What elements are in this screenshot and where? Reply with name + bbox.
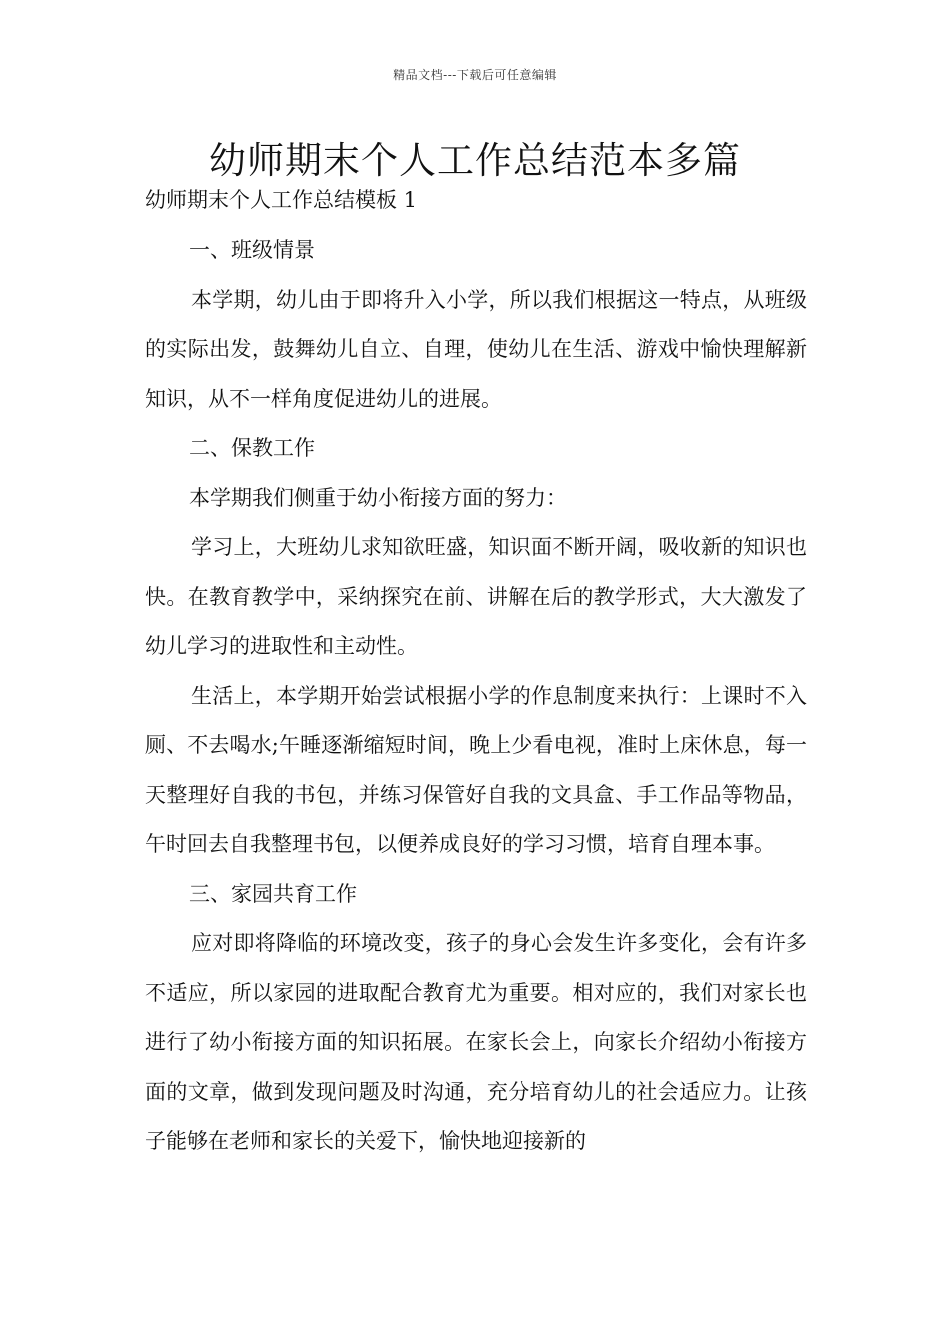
heading-home-school: 三、家园共育工作 (189, 881, 357, 906)
paragraph-class-situation: 本学期，幼儿由于即将升入小学，所以我们根据这一特点，从班级的实际出发，鼓舞幼儿自立、自理，使幼儿在生活、游戏中愉快理解新知识，从不一样角度促进幼儿的进展。 (145, 287, 807, 411)
heading-care-education: 二、保教工作 (189, 436, 315, 460)
section-subtitle: 幼师期末个人工作总结模板 1 (145, 188, 418, 212)
heading-class-situation: 一、班级情景 (189, 238, 315, 262)
document-body (145, 226, 807, 1167)
paragraph-focus: 本学期我们侧重于幼小衔接方面的努力： (189, 485, 567, 510)
paragraph-life: 生活上，本学期开始尝试根据小学的作息制度来执行：上课时不入厕、不去喝水;午睡逐渐缩短时间，晚上少看电视，准时上床休息，每一天整理好自我的书包，并练习保管好自我的文具盒、手工作品等物品，午时回去自我整理书包，以便养成良好的学习习惯，培育自理本事。 (145, 683, 807, 856)
document-title: 幼师期末个人工作总结范本多篇 (209, 139, 741, 182)
paragraph-study: 学习上，大班幼儿求知欲旺盛，知识面不断开阔，吸收新的知识也快。在教育教学中，采纳探究在前、讲解在后的教学形式，大大激发了幼儿学习的进取性和主动性。 (145, 535, 807, 658)
header-note: 精品文档---下载后可任意编辑 (393, 68, 557, 82)
paragraph-home-school: 应对即将降临的环境改变，孩子的身心会发生许多变化，会有许多不适应，所以家园的进取配合教育尤为重要。相对应的，我们对家长也进行了幼小衔接方面的知识拓展。在家长会上，向家长介绍幼小衔接方面的文章，做到发现问题及时沟通，充分培育幼儿的社会适应力。让孩子能够在老师和家长的关爱下，愉快地迎接新的 (145, 931, 807, 1153)
